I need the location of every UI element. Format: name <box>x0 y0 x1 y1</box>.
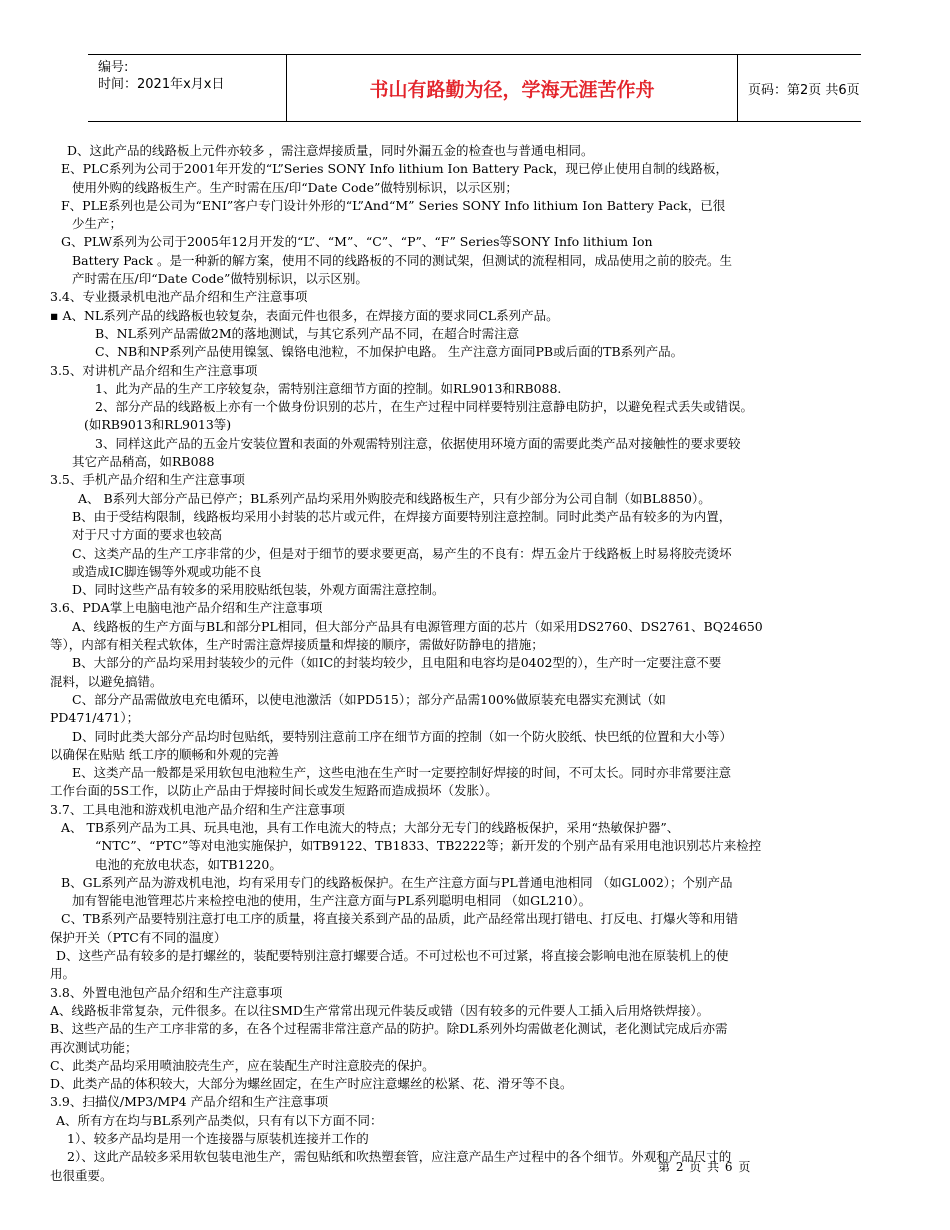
text-line: 3.6、PDA掌上电脑电池产品介绍和生产注意事项 <box>50 600 323 616</box>
header-motto: 书山有路勤为径，学海无涯苦作舟 <box>286 55 738 121</box>
text-line: 1）、较多产品均是用一个连接器与原装机连接并工作的 <box>67 1131 369 1147</box>
text-line: Battery Pack 。是一种新的解方案，使用不同的线路板的不同的测试架，但测试的流程相同，成品使用之前的胶壳。生 <box>72 252 732 268</box>
text-line: A、线路板的生产方面与BL和部分PL相同，但大部分产品具有电源管理方面的芯片（如采用DS2760、DS2761、BQ24650 <box>72 618 763 634</box>
text-line: 3.7、工具电池和游戏机电池产品介绍和生产注意事项 <box>50 801 345 817</box>
text-line: 电池的充放电状态，如TB1220。 <box>95 856 282 872</box>
text-line: 2、部分产品的线路板上亦有一个做身份识别的芯片，在生产过程中同样要特别注意静电防护，以避免程式丢失或错误。 <box>95 399 753 415</box>
text-line: 3.8、外置电池包产品介绍和生产注意事项 <box>50 984 283 1000</box>
text-line: 3、同样这此产品的五金片安装位置和表面的外观需特别注意，依据使用环境方面的需要此类产品对接触性的要求要较 <box>95 435 741 451</box>
text-line: E、PLC系列为公司于2001年开发的“L”Series SONY Info lithium Ion Battery Pack，现已停止使用自制的线路板， <box>61 161 729 177</box>
text-line: C、NB和NP系列产品使用镍氢、镍铬电池粒，不加保护电路。 生产注意方面同PB或后面的TB系列产品。 <box>95 344 684 360</box>
text-line: 用。 <box>50 966 76 982</box>
text-line: D、这些产品有较多的是打螺丝的，装配要特别注意打螺要合适。不可过松也不可过紧，将直接会影响电池在原装机上的使 <box>56 948 729 964</box>
text-line: 以确保在贴贴 纸工序的顺畅和外观的完善 <box>50 746 279 762</box>
text-line: PD471/471）； <box>50 710 140 726</box>
text-line: C、TB系列产品要特别注意打电工序的质量，将直接关系到产品的品质，此产品经常出现打错电、打反电、打爆火等和用错 <box>61 911 739 927</box>
text-line: 2）、这此产品较多采用软包装电池生产，需包贴纸和吹热塑套管，应注意产品生产过程中的各个细节。外观和产品尺寸的 <box>67 1149 732 1165</box>
text-line: 工作台面的5S工作，以防止产品由于焊接时间长或发生短路而造成损坏（发胀）。 <box>50 783 498 799</box>
text-line: 使用外购的线路板生产。生产时需在压/印“Date Code”做特别标识，以示区别； <box>72 179 518 195</box>
text-line: G、PLW系列为公司于2005年12月开发的“L”、“M”、“C”、“P”、“F” Series等SONY Info lithium Ion <box>61 234 653 250</box>
header-page-info: 页码：第2页 共6页 <box>748 82 860 98</box>
text-line: 少生产； <box>72 216 123 232</box>
text-line: “NTC”、“PTC”等对电池实施保护，如TB9122、TB1833、TB2222等；新开发的个别产品有采用电池识别芯片来检控 <box>95 838 762 854</box>
document-number-label: 编号: <box>98 60 129 75</box>
text-line: D、同时此类大部分产品均时包贴纸，要特别注意前工序在细节方面的控制（如一个防火胶纸、快巴纸的位置和大小等） <box>72 728 733 744</box>
text-line: 加有智能电池管理芯片来检控电池的使用，生产注意方面与PL系列聪明电相同 （如GL210）。 <box>72 893 592 909</box>
text-line: 3.9、扫描仪/MP3/MP4 产品介绍和生产注意事项 <box>50 1094 329 1110</box>
text-line: E、这类产品一般都是采用软包电池粒生产，这些电池在生产时一定要控制好焊接的时间，不可太长。同时亦非常要注意 <box>72 765 732 781</box>
document-body <box>50 142 910 1185</box>
text-line: 也很重要。 <box>50 1167 113 1183</box>
text-line: 3.4、专业摄录机电池产品介绍和生产注意事项 <box>50 289 308 305</box>
text-line: B、这些产品的生产工序非常的多，在各个过程需非常注意产品的防护。除DL系列外均需做老化测试，老化测试完成后亦需 <box>50 1021 728 1037</box>
page-header <box>88 54 861 122</box>
text-line: D、同时这些产品有较多的采用胶贴纸包装，外观方面需注意控制。 <box>72 582 445 598</box>
text-line: C、部分产品需做放电充电循环，以使电池激活（如PD515）；部分产品需100%做原装充电器实充测试（如 <box>72 691 666 707</box>
text-line: D、这此产品的线路板上元件亦较多 ，需注意焊接质量，同时外漏五金的检查也与普通电相同。 <box>67 143 594 158</box>
text-line: 3.5、对讲机产品介绍和生产注意事项 <box>50 362 258 378</box>
text-line: A、 B系列大部分产品已停产；BL系列产品均采用外购胶壳和线路板生产，只有少部分为公司自制（如BL8850）。 <box>78 490 711 506</box>
text-line: B、NL系列产品需做2M的落地测试，与其它系列产品不同，在超合时需注意 <box>95 325 520 341</box>
text-line: C、此类产品均采用喷油胶壳生产，应在装配生产时注意胶壳的保护。 <box>50 1057 435 1073</box>
text-line: 混料，以避免搞错。 <box>50 673 163 689</box>
text-line: 保护开关（PTC有不同的温度） <box>50 929 227 945</box>
text-line: D、此类产品的体积较大，大部分为螺丝固定，在生产时应注意螺丝的松紧、花、滑牙等不良。 <box>50 1076 573 1092</box>
text-line: F、PLE系列也是公司为“ENI”客户专门设计外形的“L”And“M” Series SONY Info lithium Ion Battery Pack，已很 <box>61 197 726 213</box>
text-line: (如RB9013和RL9013等) <box>84 417 232 433</box>
text-line: C、这类产品的生产工序非常的少，但是对于细节的要求要更高，易产生的不良有：焊五金片于线路板上时易将胶壳烫坏 <box>72 545 732 561</box>
text-line: B、GL系列产品为游戏机电池，均有采用专门的线路板保护。在生产注意方面与PL普通电池相同 （如GL002）；个别产品 <box>61 874 733 890</box>
text-line: 等），内部有相关程式软体，生产时需注意焊接质量和焊接的顺序，需做好防静电的措施； <box>50 637 544 653</box>
header-left <box>98 59 284 93</box>
text-line: 再次测试功能； <box>50 1039 138 1055</box>
text-line: 1、此为产品的生产工序较复杂，需特别注意细节方面的控制。如RL9013和RB088. <box>95 380 562 396</box>
text-line: 产时需在压/印“Date Code”做特别标识，以示区别。 <box>72 271 368 287</box>
document-date: 时间：2021年x月x日 <box>98 77 225 92</box>
text-line: B、由于受结构限制，线路板均采用小封装的芯片或元件，在焊接方面要特别注意控制。同时此类产品有较多的为内置， <box>72 508 732 524</box>
text-line: ▪ A、NL系列产品的线路板也较复杂，表面元件也很多，在焊接方面的要求同CL系列产品。 <box>50 307 559 323</box>
text-line: A、线路板非常复杂，元件很多。在以往SMD生产常常出现元件装反或错（因有较多的元件要人工插入后用烙铁焊接）。 <box>50 1002 710 1018</box>
page-footer: 第 2 页 共 6 页 <box>658 1160 752 1174</box>
text-line: 其它产品稍高，如RB088 <box>72 454 215 470</box>
text-line: 对于尺寸方面的要求也较高 <box>72 527 223 543</box>
text-line: A、 TB系列产品为工具、玩具电池，具有工作电流大的特点；大部分无专门的线路板保护，采用“热敏保护器”、 <box>61 819 680 835</box>
text-line: A、所有方在均与BL系列产品类似，只有有以下方面不同： <box>56 1112 383 1128</box>
text-line: 或造成IC脚连锡等外观或功能不良 <box>72 563 262 579</box>
text-line: 3.5、手机产品介绍和生产注意事项 <box>50 472 245 488</box>
text-line: B、大部分的产品均采用封装较少的元件（如IC的封装均较少，且电阻和电容均是0402型的），生产时一定要注意不要 <box>72 655 722 671</box>
